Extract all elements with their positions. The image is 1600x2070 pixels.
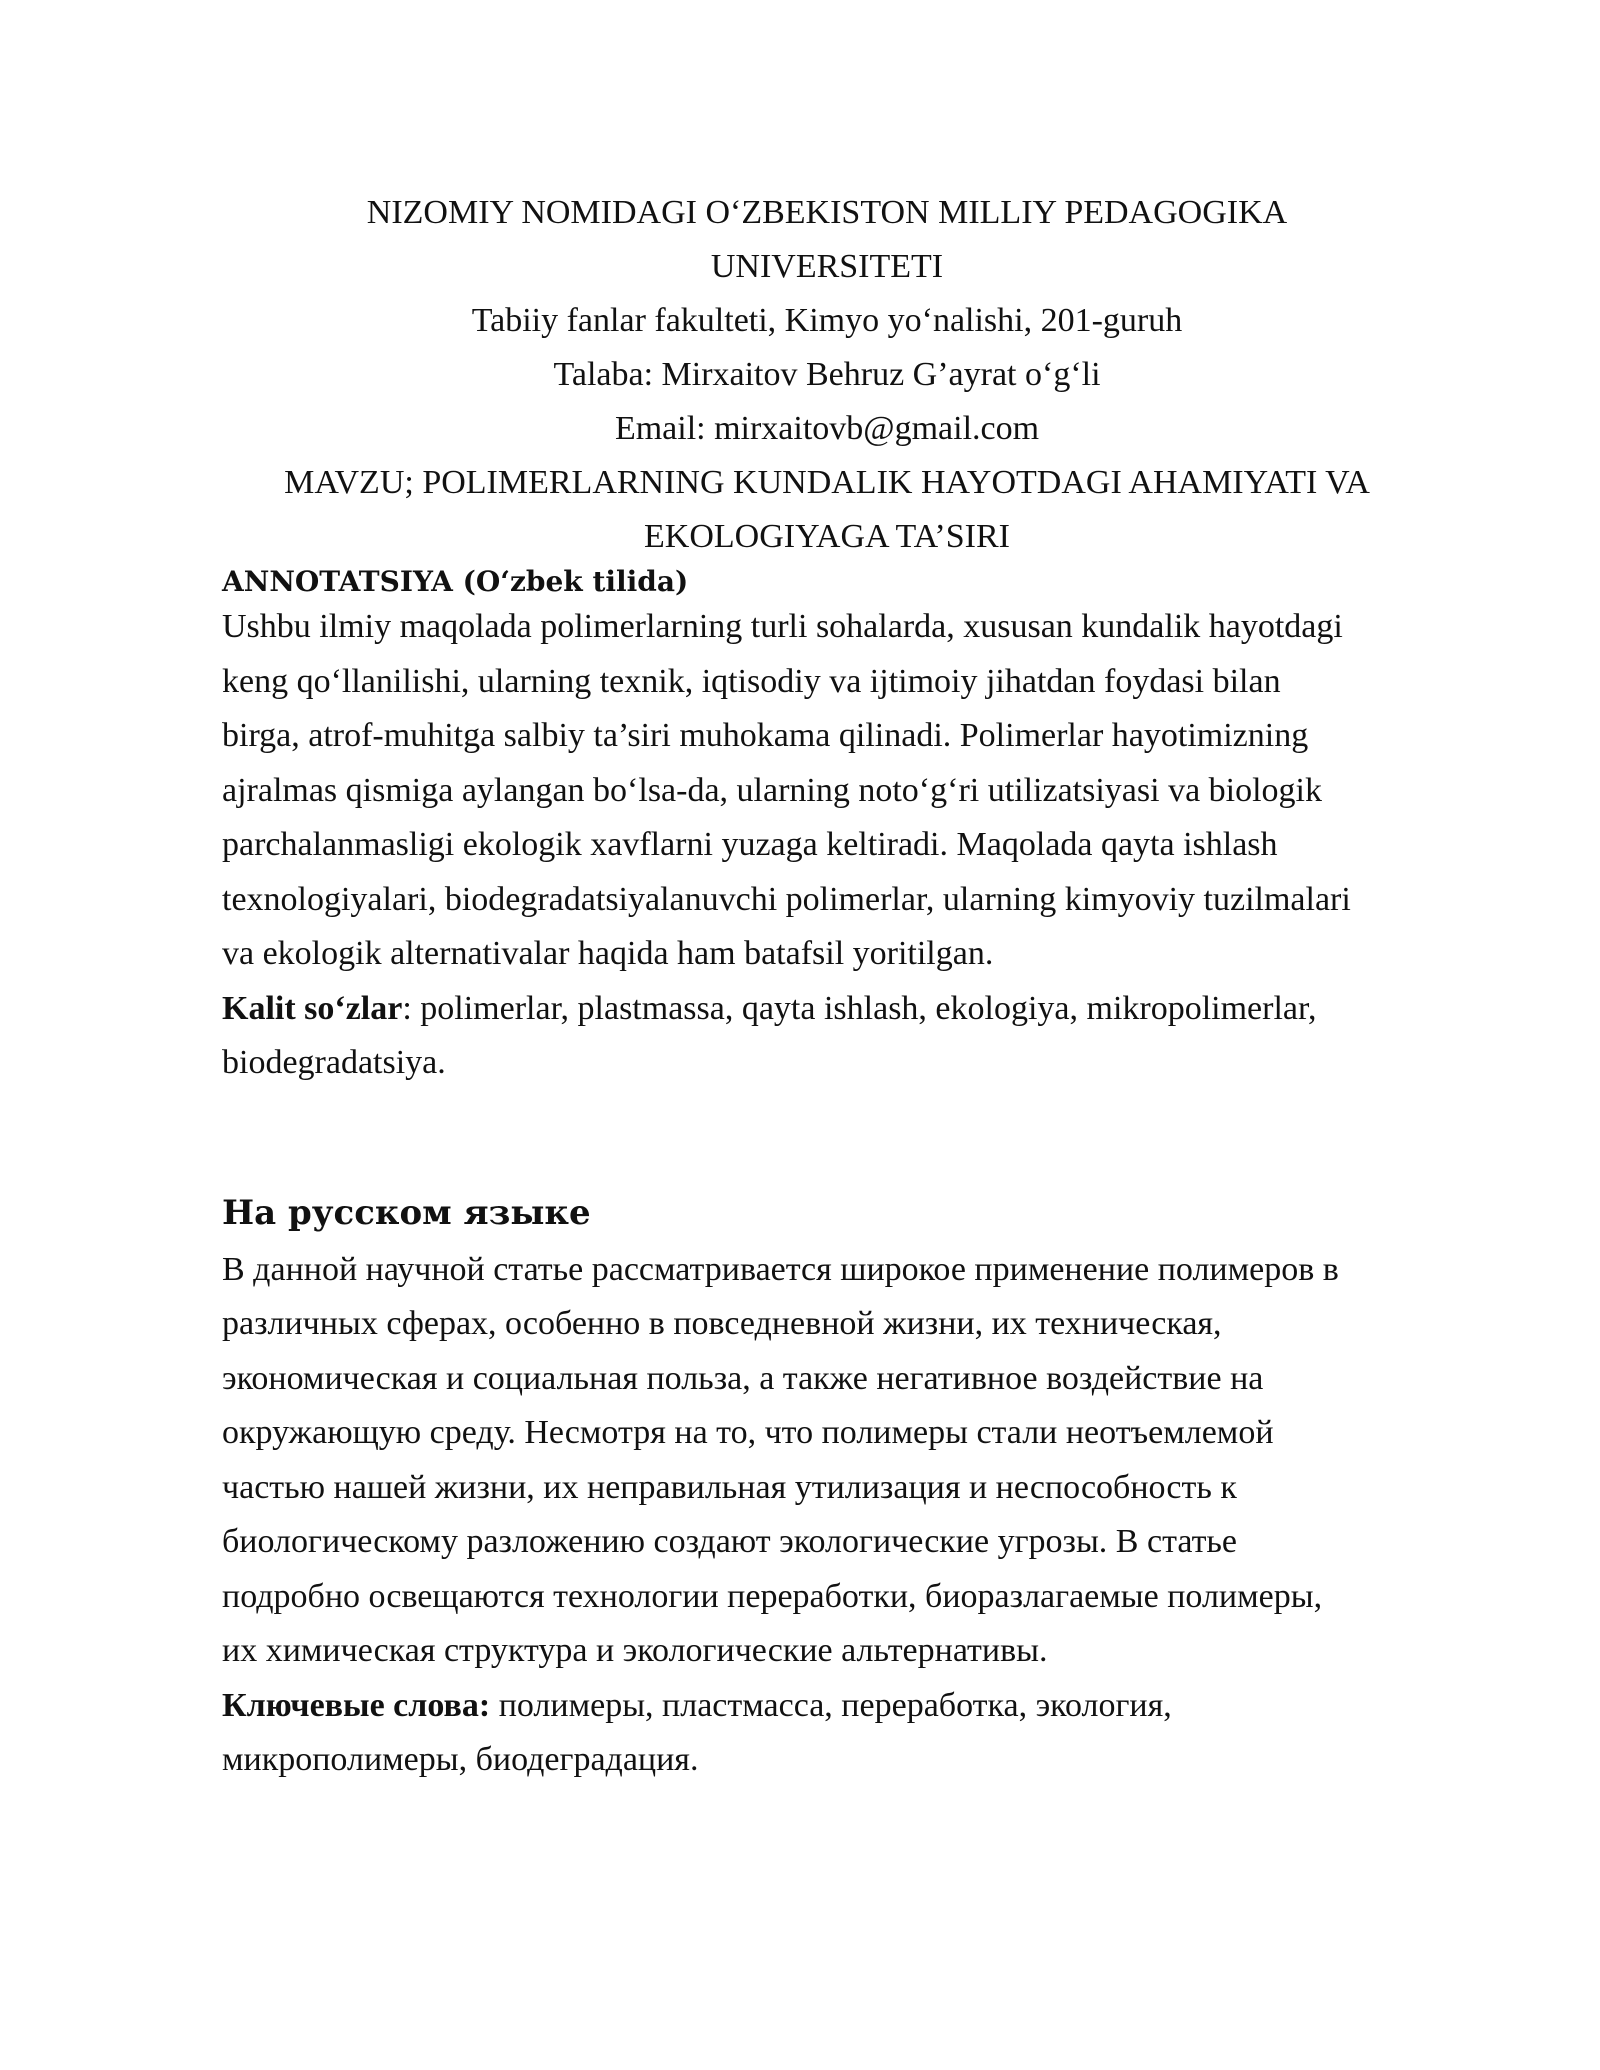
keywords-ru-text: полимеры, пластмасса, переработка, экология, [490,1686,1172,1724]
keywords-uz [222,982,1432,1037]
annotation-uz-heading: ANNOTATSIYA (O‘zbek tilida) [222,565,689,598]
topic-line-2: EKOLOGIYAGA TA’SIRI [644,518,1010,555]
keywords-ru-continuation: микрополимеры, биодеградация. [222,1741,699,1778]
page-content [222,186,1432,1788]
annotation-ru-line: частью нашей жизни, их неправильная утилизация и неспособность к [222,1468,1237,1506]
annotation-uz-line: parchalanmasligi ekologik xavflarni yuzaga keltiradi. Maqolada qayta ishlash [222,826,1278,863]
faculty-line: Tabiiy fanlar fakulteti, Kimyo yo‘nalishi, 201-guruh [471,302,1183,339]
annotation-uz-line: birga, atrof-muhitga salbiy ta’siri muhokama qilinadi. Polimerlar hayotimizning [222,717,1309,754]
keywords-ru-label: Ключевые слова: [222,1686,491,1724]
annotation-uz-line: va ekologik alternativalar haqida ham batafsil yoritilgan. [222,935,994,972]
keywords-ru [222,1679,1432,1734]
keywords-uz-text: : polimerlar, plastmassa, qayta ishlash, ekologiya, mikropolimerlar, [402,989,1317,1027]
university-name-line-2: UNIVERSITETI [710,248,944,285]
annotation-ru-heading: На русском языке [222,1192,591,1233]
annotation-ru-line: различных сферах, особенно в повседневной жизни, их техническая, [222,1305,1222,1342]
annotation-uz-line: ajralmas qismiga aylangan bo‘lsa-da, ularning noto‘g‘ri utilizatsiyasi va biologik [222,771,1323,809]
annotation-ru-line: подробно освещаются технологии переработки, биоразлагаемые полимеры, [222,1577,1323,1615]
annotation-ru-line: биологическому разложению создают экологические угрозы. В статье [222,1523,1238,1560]
keywords-uz-label: Kalit so‘zlar [222,989,403,1027]
annotation-ru-line: В данной научной статье рассматривается широкое применение полимеров в [222,1250,1339,1288]
annotation-uz-line: Ushbu ilmiy maqolada polimerlarning turli sohalarda, xususan kundalik hayotdagi [222,608,1343,645]
email-line: Email: mirxaitovb@gmail.com [614,410,1040,447]
topic-line-1: MAVZU; POLIMERLARNING KUNDALIK HAYOTDAGI AHAMIYATI VA [284,464,1370,501]
annotation-ru-line: окружающую среду. Несмотря на то, что полимеры стали неотъемлемой [222,1414,1274,1451]
student-line: Talaba: Mirxaitov Behruz G’ayrat o‘g‘li [553,356,1101,393]
annotation-uz-line: texnologiyalari, biodegradatsiyalanuvchi polimerlar, ularning kimyoviy tuzilmalari [222,880,1351,918]
keywords-uz-continuation: biodegradatsiya. [222,1044,446,1081]
annotation-ru-line: экономическая и социальная польза, а также негативное воздействие на [222,1359,1264,1397]
university-name-line-1: NIZOMIY NOMIDAGI O‘ZBEKISTON MILLIY PEDAGOGIKA [366,194,1288,231]
title-block [222,186,1432,564]
annotation-uz-paragraph [222,600,1432,1091]
annotation-ru-paragraph [222,1243,1432,1788]
annotation-uz-line: keng qo‘llanilishi, ularning texnik, iqtisodiy va ijtimoiy jihatdan foydasi bilan [222,662,1281,700]
annotation-ru-line: их химическая структура и экологические альтернативы. [222,1632,1048,1669]
